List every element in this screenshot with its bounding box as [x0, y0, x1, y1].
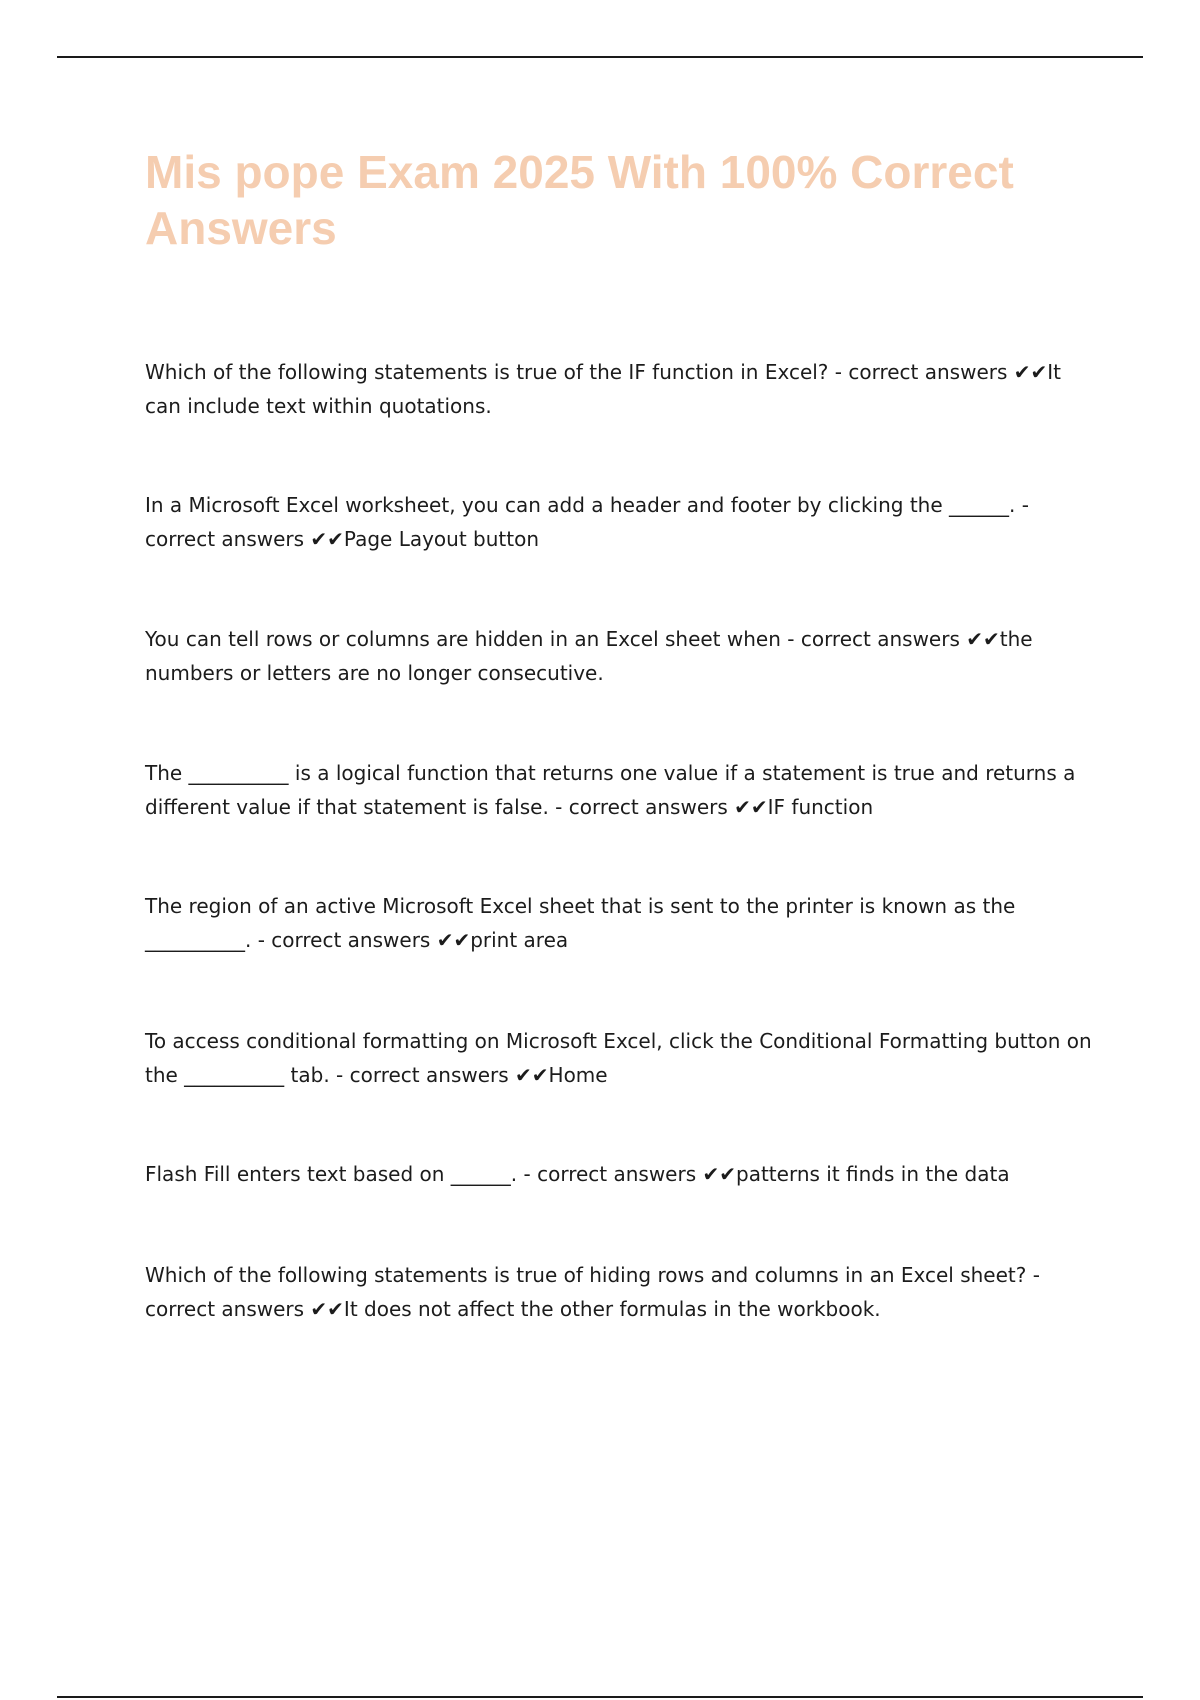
qa-item-7: Flash Fill enters text based on ______. - correct answers ✔✔patterns it finds in the data — [145, 1162, 1010, 1186]
top-rule — [57, 56, 1143, 58]
qa-item-4: The __________ is a logical function that returns one value if a statement is true and returns a different value if that statement is false. - correct answers ✔✔IF function — [145, 761, 1076, 819]
bottom-rule — [57, 1696, 1143, 1698]
document-title: Mis pope Exam 2025 With 100% Correct Answers — [145, 146, 1014, 254]
qa-item-5: The region of an active Microsoft Excel sheet that is sent to the printer is known as the __________. - correct answers ✔✔print area — [145, 894, 1016, 952]
qa-item-6: To access conditional formatting on Microsoft Excel, click the Conditional Formatting button on the __________ tab. - correct answers ✔✔Home — [145, 1029, 1092, 1087]
qa-item-3: You can tell rows or columns are hidden in an Excel sheet when - correct answers ✔✔the numbers or letters are no longer consecutive. — [145, 627, 1033, 685]
qa-item-2: In a Microsoft Excel worksheet, you can add a header and footer by clicking the ______. - correct answers ✔✔Page Layout button — [145, 493, 1029, 551]
qa-item-1: Which of the following statements is true of the IF function in Excel? - correct answers ✔✔It can include text within quotations. — [145, 360, 1062, 418]
qa-item-8: Which of the following statements is true of hiding rows and columns in an Excel sheet? - correct answers ✔✔It does not affect the other formulas in the workbook. — [145, 1263, 1040, 1321]
